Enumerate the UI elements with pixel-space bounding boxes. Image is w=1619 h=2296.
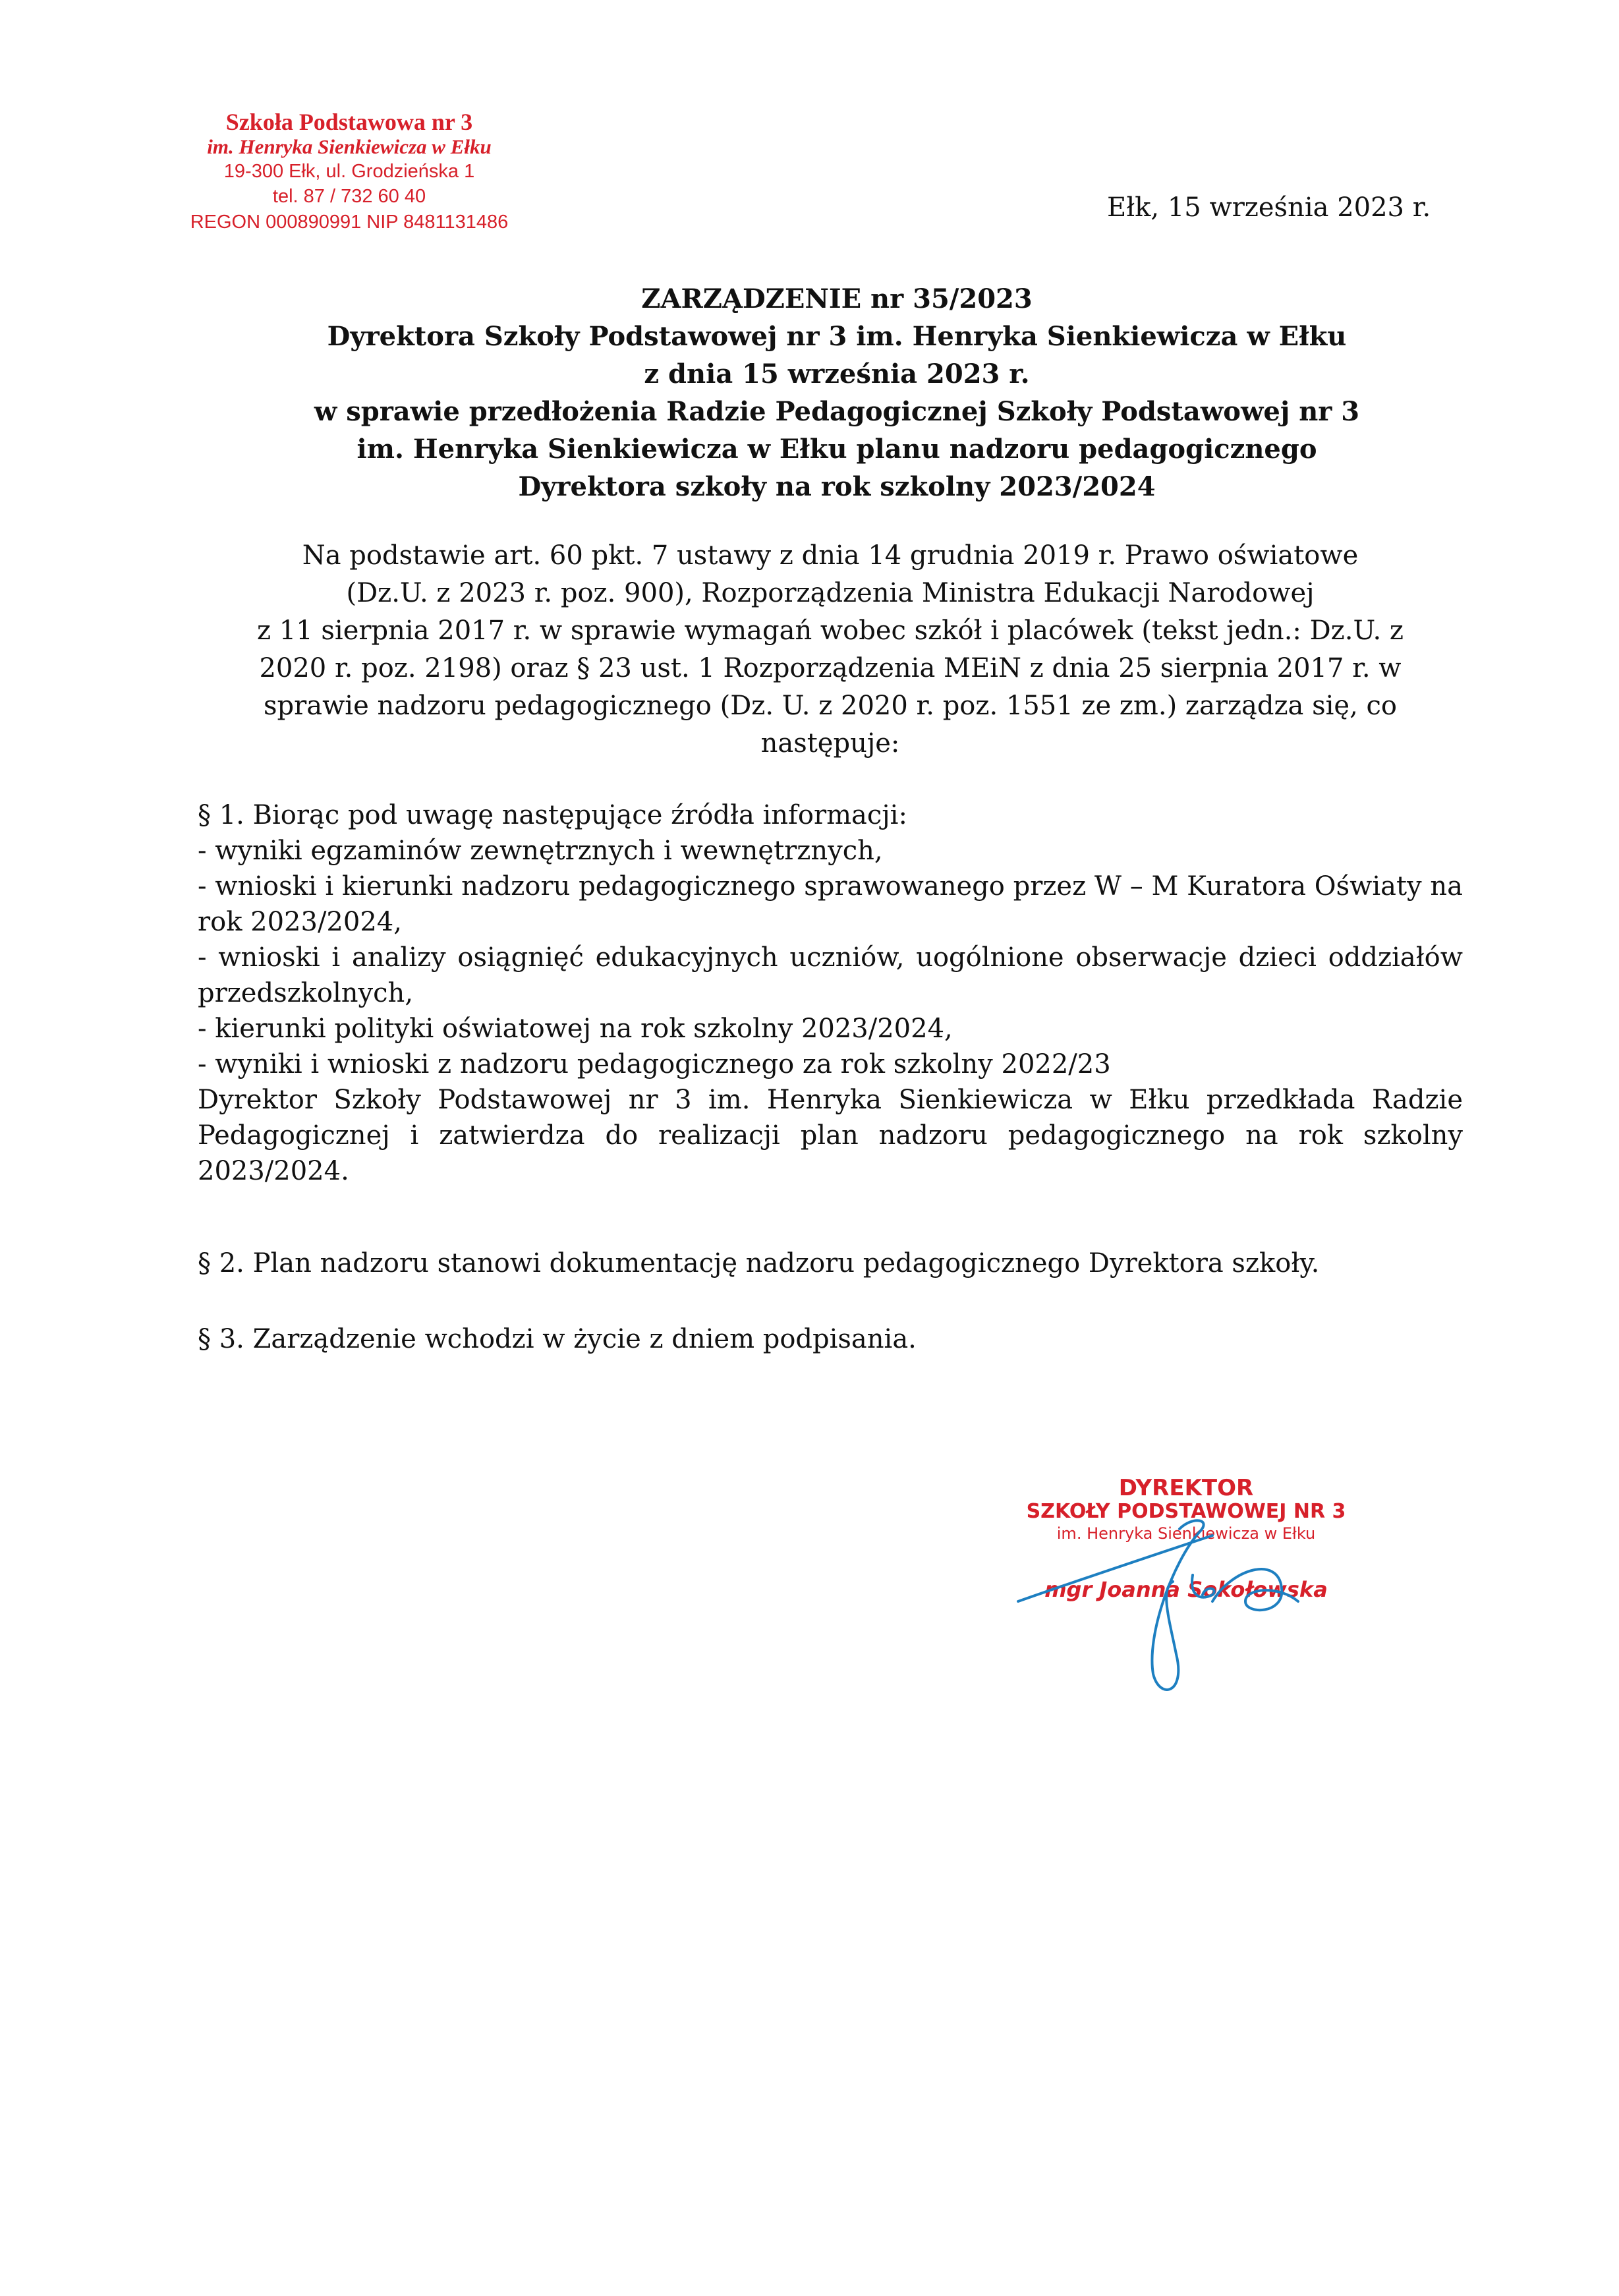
legal-basis-line: (Dz.U. z 2023 r. poz. 900), Rozporządzenia Ministra Edukacji Narodowej [346,578,1315,608]
information-source-item: - wnioski i kierunki nadzoru pedagogicznego sprawowanego przez W – M Kuratora Oświaty na rok 2023/2024, [198,871,1463,937]
school-regon-nip: REGON 000890991 NIP 8481131486 [190,212,509,233]
legal-basis [204,537,1456,762]
school-name: Szkoła Podstawowa nr 3 [225,109,473,135]
legal-basis-line: 2020 r. poz. 2198) oraz § 23 ust. 1 Rozporządzenia MEiN z dnia 25 sierpnia 2017 r. w [259,653,1402,683]
title-line: w sprawie przedłożenia Radzie Pedagogicznej Szkoły Podstawowej nr 3 [314,396,1360,427]
information-source-item: - wyniki egzaminów zewnętrznych i wewnętrznych, [198,836,883,866]
title-line: Dyrektora Szkoły Podstawowej nr 3 im. Henryka Sienkiewicza w Ełku [327,321,1347,352]
signature-stroke [1212,1569,1298,1610]
section-1 [198,797,1463,1189]
information-source-item: - wyniki i wnioski z nadzoru pedagogicznego za rok szkolny 2022/23 [198,1049,1111,1079]
section-1-intro: § 1. Biorąc pod uwagę następujące źródła informacji: [198,800,907,830]
handwritten-signature [1015,1503,1331,1700]
title-line: im. Henryka Sienkiewicza w Ełku planu nadzoru pedagogicznego [356,434,1317,465]
section-2: § 2. Plan nadzoru stanowi dokumentację nadzoru pedagogicznego Dyrektora szkoły. [198,1248,1320,1278]
school-patron: im. Henryka Sienkiewicza w Ełku [207,135,492,158]
legal-basis-line: sprawie nadzoru pedagogicznego (Dz. U. z 2020 r. poz. 1551 ze zm.) zarządza się, co [263,691,1398,721]
information-source-item: - wnioski i analizy osiągnięć edukacyjnych uczniów, uogólnione obserwacje dzieci oddziałów przedszkolnych, [198,942,1463,1008]
title-line: z dnia 15 września 2023 r. [644,359,1030,389]
school-header-stamp [152,109,547,235]
signature-stroke [1192,1575,1214,1597]
school-address: 19-300 Ełk, ul. Grodzieńska 1 [223,161,475,182]
stamp-title: DYREKTOR [1118,1475,1254,1501]
stamp-school: SZKOŁY PODSTAWOWEJ NR 3 [1026,1500,1346,1523]
legal-basis-line: z 11 sierpnia 2017 r. w sprawie wymagań wobec szkół i placówek (tekst jedn.: Dz.U. z [257,616,1404,646]
legal-basis-line: następuje: [760,728,900,759]
section-3: § 3. Zarządzenie wchodzi w życie z dniem podpisania. [198,1324,917,1354]
stamp-patron: im. Henryka Sienkiewicza w Ełku [1056,1524,1316,1543]
signature-stroke [1018,1535,1212,1601]
legal-basis-line: Na podstawie art. 60 pkt. 7 ustawy z dnia 14 grudnia 2019 r. Prawo oświatowe [302,540,1359,571]
information-source-item: - kierunki polityki oświatowej na rok szkolny 2023/2024, [198,1014,953,1044]
title-line: Dyrektora szkoły na rok szkolny 2023/2024 [518,471,1156,502]
place-and-date: Ełk, 15 września 2023 r. [1107,192,1431,223]
director-name: mgr Joanna Sokołowska [1044,1577,1328,1602]
section-1-conclusion: Dyrektor Szkoły Podstawowej nr 3 im. Henryka Sienkiewicza w Ełku przedkłada Radzie Pedagogicznej i zatwierdza do realizacji plan nadzoru pedagogicznego na rok szkolny 2023/2024. [198,1085,1463,1186]
document-title [224,280,1450,505]
title-line: ZARZĄDZENIE nr 35/2023 [641,283,1033,314]
school-phone: tel. 87 / 732 60 40 [272,186,426,207]
